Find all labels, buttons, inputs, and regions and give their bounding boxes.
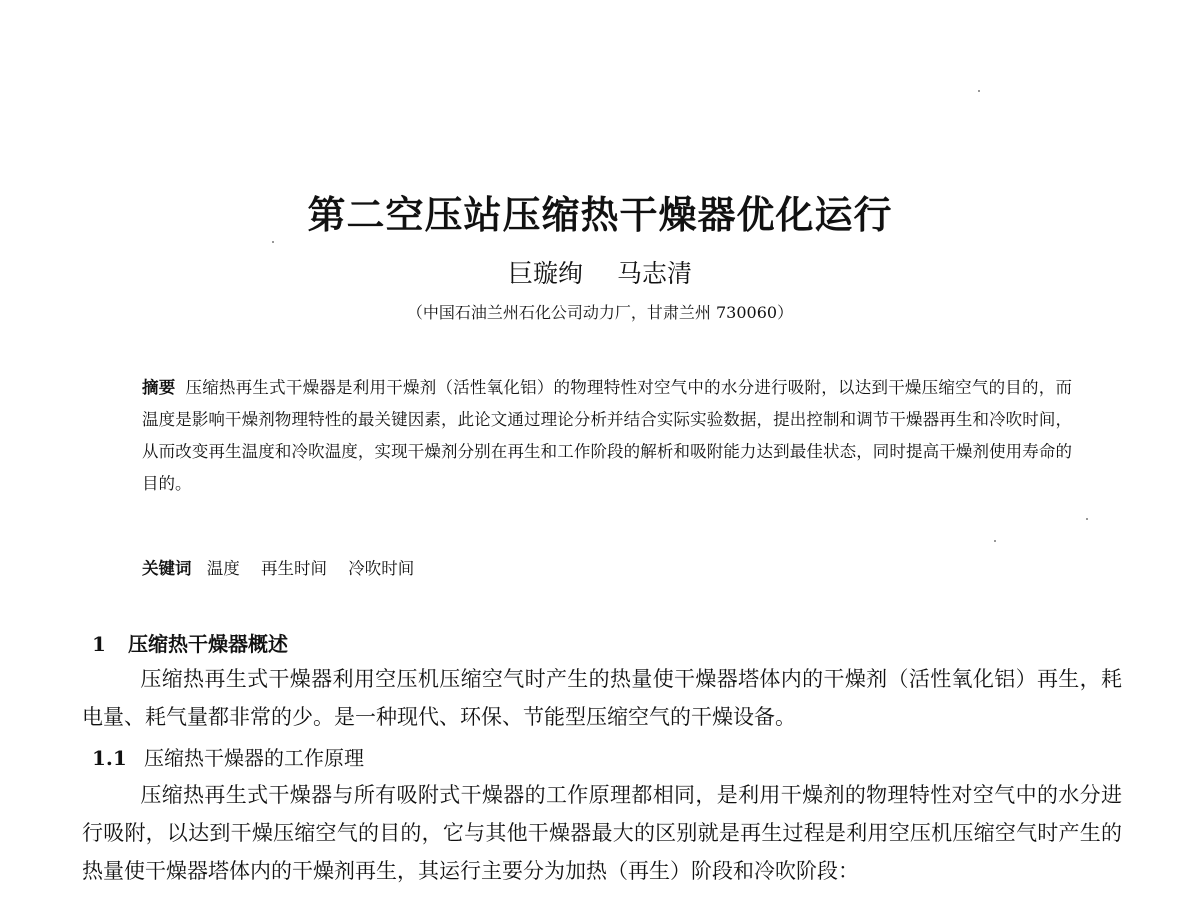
author-list	[0, 258, 1200, 290]
author-name: 巨璇绚	[507, 259, 583, 288]
scan-speck	[994, 540, 996, 542]
body-paragraph	[82, 776, 1122, 890]
keywords	[142, 556, 430, 582]
abstract-label: 摘要	[142, 378, 176, 397]
abstract-text: 压缩热再生式干燥器是利用干燥剂（活性氧化铝）的物理特性对空气中的水分进行吸附，以达到干燥压缩空气的目的，而温度是影响干燥剂物理特性的最关键因素，此论文通过理论分析并结合实际实验数据，提出控制和调节干燥器再生和冷吹时间，从而改变再生温度和冷吹温度，实现干燥剂分别在再生和工作阶段的解析和吸附能力达到最佳状态，同时提高干燥剂使用寿命的目的。	[142, 378, 1073, 493]
author-affiliation: （中国石油兰州石化公司动力厂，甘肃兰州 730060）	[406, 303, 794, 322]
scan-speck	[272, 241, 274, 243]
paragraph-text: 压缩热再生式干燥器与所有吸附式干燥器的工作原理都相同，是利用干燥剂的物理特性对空气中的水分进行吸附，以达到干燥压缩空气的目的，它与其他干燥器最大的区别就是再生过程是利用空压机压缩空气时产生的热量使干燥器塔体内的干燥剂再生，其运行主要分为加热（再生）阶段和冷吹阶段：	[82, 783, 1122, 883]
paragraph-text: 压缩热再生式干燥器利用空压机压缩空气时产生的热量使干燥器塔体内的干燥剂（活性氧化铝）再生，耗电量、耗气量都非常的少。是一种现代、环保、节能型压缩空气的干燥设备。	[82, 667, 1122, 729]
abstract	[142, 372, 1072, 500]
paper-title: 第二空压站压缩热干燥器优化运行	[307, 193, 893, 238]
keyword: 温度	[206, 559, 240, 578]
author-name: 马志清	[617, 259, 693, 288]
scan-speck	[1086, 518, 1088, 520]
keyword: 冷吹时间	[348, 559, 415, 578]
scan-speck	[978, 90, 980, 92]
body-paragraph	[82, 660, 1122, 736]
section-number: 1	[92, 632, 106, 656]
keywords-label: 关键词	[142, 559, 192, 578]
section-title: 压缩热干燥器概述	[128, 632, 288, 656]
section-heading	[92, 630, 288, 658]
subsection-title: 压缩热干燥器的工作原理	[144, 746, 364, 770]
subsection-number: 1.1	[92, 746, 127, 770]
keyword: 再生时间	[261, 559, 327, 578]
subsection-heading	[92, 744, 364, 772]
